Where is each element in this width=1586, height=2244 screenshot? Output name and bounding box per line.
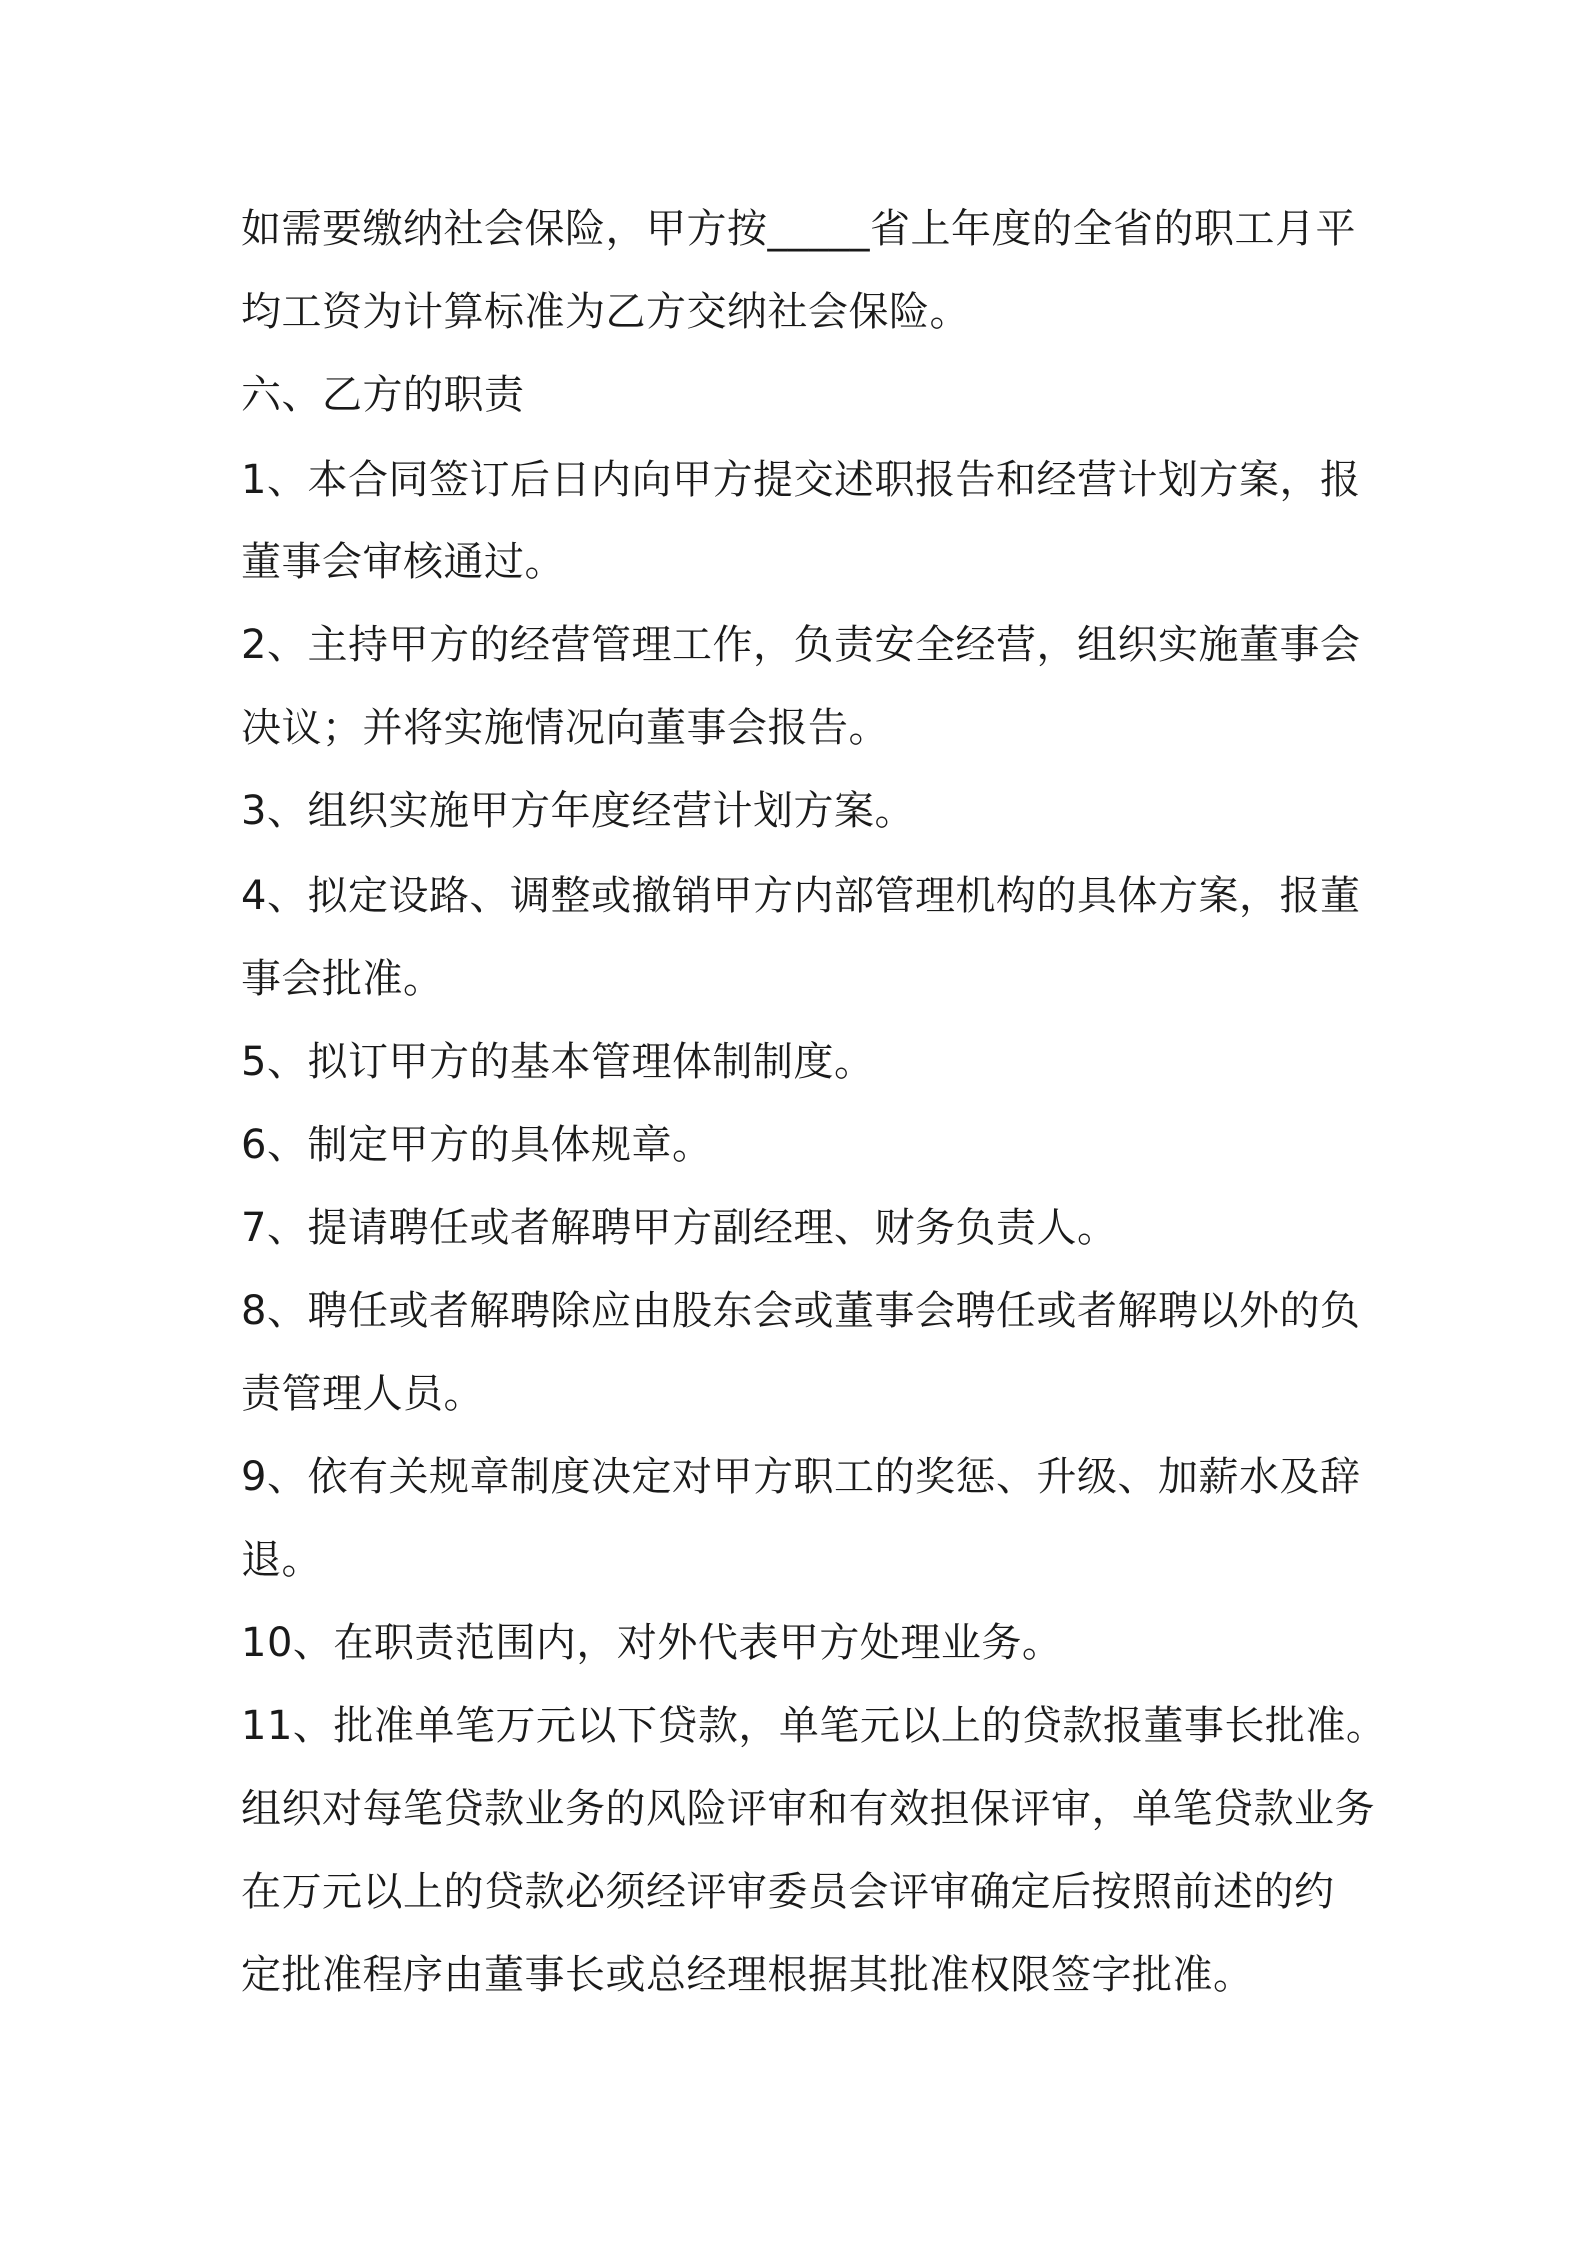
list-item-line: 定批准程序由董事长或总经理根据其批准权限签字批准。 — [241, 1952, 1254, 1998]
list-item-line: 在万元以上的贷款必须经评审委员会评审确定后按照前述的约 — [241, 1869, 1335, 1915]
list-item-line: 董事会审核通过。 — [241, 539, 565, 585]
list-item-line: 6、制定甲方的具体规章。 — [241, 1122, 713, 1168]
list-item-line: 7、提请聘任或者解聘甲方副经理、财务负责人。 — [241, 1205, 1118, 1251]
list-item-line: 责管理人员。 — [241, 1371, 484, 1417]
list-item-line: 11、批准单笔万元以下贷款，单笔元以上的贷款报董事长批准。 — [241, 1703, 1387, 1749]
paragraph-line: 如需要缴纳社会保险，甲方按_____省上年度的全省的职工月平 — [241, 206, 1356, 252]
list-item-line: 1、本合同签订后日内向甲方提交述职报告和经营计划方案，报 — [241, 457, 1361, 503]
list-item-line: 决议；并将实施情况向董事会报告。 — [241, 705, 889, 751]
list-item-line: 5、拟订甲方的基本管理体制制度。 — [241, 1039, 875, 1085]
list-item-line: 10、在职责范围内，对外代表甲方处理业务。 — [241, 1620, 1063, 1666]
list-item-line: 8、聘任或者解聘除应由股东会或董事会聘任或者解聘以外的负 — [241, 1288, 1361, 1334]
list-item-line: 3、组织实施甲方年度经营计划方案。 — [241, 788, 915, 834]
list-item-line: 退。 — [241, 1537, 322, 1583]
list-item-line: 9、依有关规章制度决定对甲方职工的奖惩、升级、加薪水及辞 — [241, 1454, 1361, 1500]
section-heading: 六、乙方的职责 — [241, 372, 525, 418]
list-item-line: 4、拟定设路、调整或撤销甲方内部管理机构的具体方案，报董 — [241, 873, 1361, 919]
list-item-line: 组织对每笔贷款业务的风险评审和有效担保评审，单笔贷款业务 — [241, 1786, 1375, 1832]
list-item-line: 事会批准。 — [241, 956, 444, 1002]
paragraph-line: 均工资为计算标准为乙方交纳社会保险。 — [241, 289, 970, 335]
list-item-line: 2、主持甲方的经营管理工作，负责安全经营，组织实施董事会 — [241, 622, 1361, 668]
